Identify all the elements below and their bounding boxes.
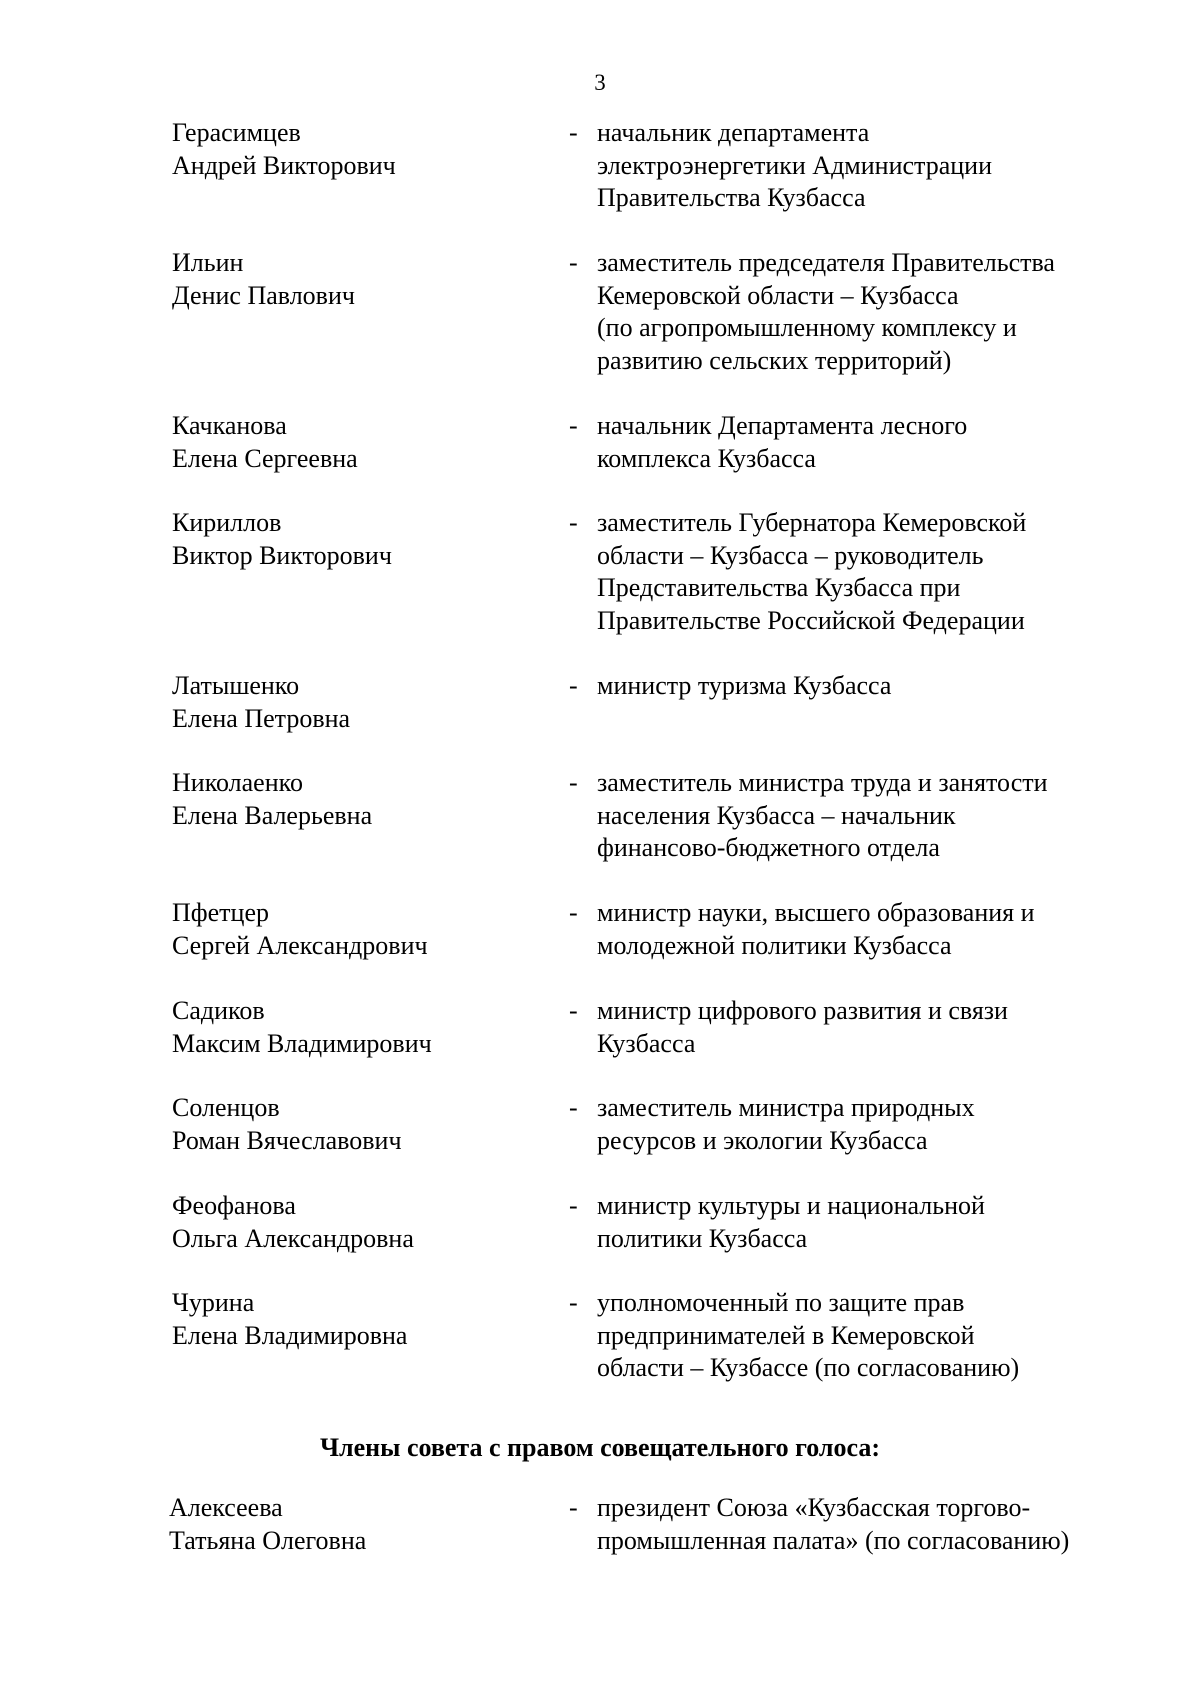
role-line: финансово-бюджетного отдела	[597, 833, 940, 862]
role-line: заместитель министра труда и занятости	[597, 768, 1048, 797]
member-given-names: Елена Петровна	[172, 703, 351, 733]
role-line: министр туризма Кузбасса	[597, 671, 892, 700]
role-line: предпринимателей в Кемеровской	[597, 1320, 975, 1350]
member-name	[172, 1092, 552, 1157]
member-surname: Садиков	[172, 996, 265, 1025]
member-name	[172, 767, 552, 832]
role-line: населения Кузбасса – начальник	[597, 800, 956, 830]
separator-dash: -	[569, 996, 578, 1025]
role-line: области – Кузбассе (по согласованию)	[597, 1353, 1020, 1382]
member-role	[597, 1492, 1157, 1557]
member-surname: Пфетцер	[172, 898, 269, 927]
role-line: области – Кузбасса – руководитель	[597, 540, 984, 570]
member-name	[169, 1492, 549, 1557]
member-role	[597, 1092, 1157, 1157]
role-line: ресурсов и экологии Кузбасса	[597, 1125, 928, 1155]
role-line: президент Союза «Кузбасская торгово-	[597, 1493, 1031, 1522]
member-given-names: Ольга Александровна	[172, 1223, 414, 1253]
separator-dash: -	[569, 898, 578, 927]
member-name	[172, 507, 552, 572]
member-role	[597, 507, 1157, 637]
member-given-names: Сергей Александрович	[172, 930, 428, 960]
role-line: заместитель председателя Правительства	[597, 248, 1055, 277]
member-given-names: Елена Валерьевна	[172, 800, 373, 830]
member-role	[597, 247, 1157, 377]
role-line: развитию сельских территорий)	[597, 345, 952, 375]
member-given-names: Максим Владимирович	[172, 1028, 432, 1058]
member-role	[597, 1190, 1157, 1255]
member-given-names: Татьяна Олеговна	[169, 1525, 367, 1555]
role-line: электроэнергетики Администрации	[597, 150, 992, 180]
role-line: (по агропромышленному комплексу и	[597, 313, 1017, 342]
separator-dash: -	[569, 248, 578, 277]
member-surname: Герасимцев	[172, 118, 301, 147]
separator-dash: -	[569, 768, 578, 797]
separator-dash: -	[569, 1288, 578, 1317]
member-name	[172, 1287, 552, 1352]
role-line: министр цифрового развития и связи	[597, 996, 1008, 1025]
member-given-names: Роман Вячеславович	[172, 1125, 402, 1155]
page-number: 3	[594, 70, 606, 95]
member-given-names: Андрей Викторович	[172, 150, 396, 180]
member-name	[172, 897, 552, 962]
member-name	[172, 410, 552, 475]
member-surname: Латышенко	[172, 671, 300, 700]
member-role	[597, 767, 1157, 865]
role-line: молодежной политики Кузбасса	[597, 930, 952, 960]
member-surname: Николаенко	[172, 768, 303, 797]
separator-dash: -	[569, 118, 578, 147]
member-role	[597, 117, 1157, 215]
separator-dash: -	[569, 1493, 578, 1522]
member-surname: Соленцов	[172, 1093, 280, 1122]
member-surname: Качканова	[172, 411, 287, 440]
member-surname: Феофанова	[172, 1191, 296, 1220]
separator-dash: -	[569, 1191, 578, 1220]
separator-dash: -	[569, 411, 578, 440]
member-surname: Алексеева	[169, 1493, 283, 1522]
role-line: Правительстве Российской Федерации	[597, 605, 1025, 635]
member-name	[172, 1190, 552, 1255]
role-line: министр науки, высшего образования и	[597, 898, 1035, 927]
role-line: комплекса Кузбасса	[597, 443, 816, 473]
role-line: Кемеровской области – Кузбасса	[597, 280, 959, 310]
advisory-members-heading: Члены совета с правом совещательного голоса:	[319, 1433, 881, 1462]
member-name	[172, 995, 552, 1060]
role-line: Правительства Кузбасса	[597, 183, 866, 212]
member-given-names: Елена Сергеевна	[172, 443, 358, 473]
role-line: уполномоченный по защите прав	[597, 1288, 965, 1317]
separator-dash: -	[569, 1093, 578, 1122]
member-given-names: Елена Владимировна	[172, 1320, 408, 1350]
role-line: Кузбасса	[597, 1028, 696, 1058]
role-line: начальник департамента	[597, 118, 870, 147]
member-surname: Кириллов	[172, 508, 282, 537]
separator-dash: -	[569, 671, 578, 700]
role-line: Представительства Кузбасса при	[597, 573, 961, 602]
role-line: заместитель министра природных	[597, 1093, 975, 1122]
role-line: заместитель Губернатора Кемеровской	[597, 508, 1027, 537]
member-name	[172, 117, 552, 182]
member-given-names: Денис Павлович	[172, 280, 355, 310]
role-line: начальник Департамента лесного	[597, 411, 968, 440]
member-role	[597, 410, 1157, 475]
member-role	[597, 1287, 1157, 1385]
member-role	[597, 897, 1157, 962]
role-line: министр культуры и национальной	[597, 1191, 985, 1220]
member-surname: Чурина	[172, 1288, 255, 1317]
member-role	[597, 995, 1157, 1060]
member-given-names: Виктор Викторович	[172, 540, 392, 570]
member-name	[172, 247, 552, 312]
member-name	[172, 670, 552, 735]
member-surname: Ильин	[172, 248, 244, 277]
separator-dash: -	[569, 508, 578, 537]
member-role	[597, 670, 1157, 703]
role-line: политики Кузбасса	[597, 1223, 808, 1253]
role-line: промышленная палата» (по согласованию)	[597, 1525, 1070, 1555]
